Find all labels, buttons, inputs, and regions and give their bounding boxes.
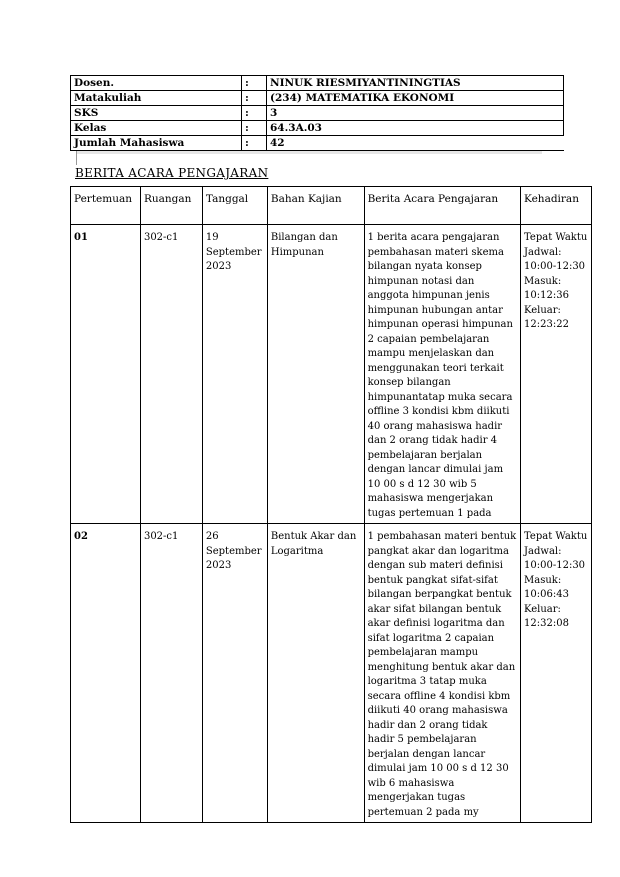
cell-kehadiran: Tepat Waktu Jadwal: 10:00-12:30 Masuk: 10:12:36 Keluar: 12:23:22 (521, 225, 592, 524)
cell-bahan-kajian: Bentuk Akar dan Logaritma (267, 524, 364, 823)
info-value: 64.3A.03 (267, 121, 564, 136)
info-label: Dosen. (71, 76, 242, 91)
info-value: 42 (267, 136, 564, 151)
section-title: BERITA ACARA PENGAJARAN (75, 166, 269, 180)
course-info-table (70, 75, 564, 151)
info-separator: : (242, 106, 267, 121)
info-row-kelas (71, 121, 564, 136)
info-row-jumlah (71, 136, 564, 151)
info-label: Jumlah Mahasiswa (71, 136, 242, 151)
table-row (71, 225, 592, 524)
cell-pertemuan: 02 (71, 524, 141, 823)
cell-berita-acara: 1 pembahasan materi bentuk pangkat akar dan logaritma dengan sub materi definisi bentuk pangkat sifat-sifat bilangan berpangkat bentuk akar sifat bilangan bentuk akar definisi logaritma dan sifat logaritma 2 capaian pembelajaran mampu menghitung bentuk akar dan logaritma 3 tatap muka secara offline 4 kondisi kbm diikuti 40 orang mahasiswa hadir dan 2 orang tidak hadir 5 pembelajaran berjalan dengan lancar dimulai jam 10 00 s d 12 30 wib 6 mahasiswa mengerjakan tugas pertemuan 2 pada my (364, 524, 520, 823)
info-label: SKS (71, 106, 242, 121)
cell-tanggal: 26 September 2023 (202, 524, 267, 823)
header-ruangan: Ruangan (140, 187, 202, 225)
header-bahan-kajian: Bahan Kajian (267, 187, 364, 225)
cell-ruangan: 302-c1 (140, 225, 202, 524)
cell-berita-acara: 1 berita acara pengajaran pembahasan materi skema bilangan nyata konsep himpunan notasi dan anggota himpunan jenis himpunan hubungan antar himpunan operasi himpunan 2 capaian pembelajaran mampu menjelaskan dan menggunakan teori terkait konsep bilangan himpunantatap muka secara offline 3 kondisi kbm diikuti 40 orang mahasiswa hadir dan 2 orang tidak hadir 4 pembelajaran berjalan dengan lancar dimulai jam 10 00 s d 12 30 wib 5 mahasiswa mengerjakan tugas pertemuan 1 pada (364, 225, 520, 524)
divider-tick (76, 151, 77, 165)
cell-pertemuan: 01 (71, 225, 141, 524)
info-separator: : (242, 121, 267, 136)
cell-ruangan: 302-c1 (140, 524, 202, 823)
info-separator: : (242, 91, 267, 106)
info-value: 3 (267, 106, 564, 121)
cell-tanggal: 19 September 2023 (202, 225, 267, 524)
table-header-row (71, 187, 592, 225)
info-label: Kelas (71, 121, 242, 136)
header-kehadiran: Kehadiran (521, 187, 592, 225)
header-pertemuan: Pertemuan (71, 187, 141, 225)
cell-kehadiran: Tepat Waktu Jadwal: 10:00-12:30 Masuk: 10:06:43 Keluar: 12:32:08 (521, 524, 592, 823)
header-tanggal: Tanggal (202, 187, 267, 225)
info-row-sks (71, 106, 564, 121)
info-row-dosen (71, 76, 564, 91)
divider-strip (76, 151, 542, 154)
info-label: Matakuliah (71, 91, 242, 106)
info-value: (234) MATEMATIKA EKONOMI (267, 91, 564, 106)
cell-bahan-kajian: Bilangan dan Himpunan (267, 225, 364, 524)
table-row (71, 524, 592, 823)
info-row-matakuliah (71, 91, 564, 106)
info-value: NINUK RIESMIYANTININGTIAS (267, 76, 564, 91)
teaching-record-table (70, 186, 592, 823)
info-separator: : (242, 76, 267, 91)
header-berita-acara: Berita Acara Pengajaran (364, 187, 520, 225)
info-separator: : (242, 136, 267, 151)
